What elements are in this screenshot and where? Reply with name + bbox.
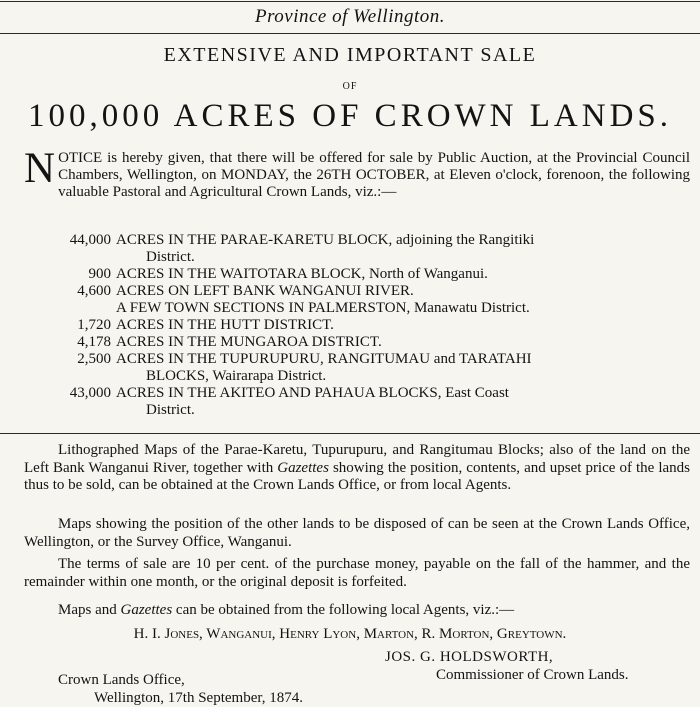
agents-intro-gazettes: Gazettes	[120, 602, 173, 618]
top-rule	[0, 1, 700, 2]
land-item	[0, 266, 700, 283]
land-continuation: District.	[146, 249, 195, 265]
land-acres: 43,000	[69, 385, 111, 401]
land-text: ACRES IN THE AKITEO AND PAHAUA BLOCKS, East Coast	[116, 385, 509, 401]
land-item	[0, 317, 700, 334]
land-text: ACRES IN THE TUPURUPURU, RANGITUMAU and TARATAHI	[116, 351, 532, 367]
land-item	[0, 232, 700, 266]
land-acres: 4,178	[77, 334, 111, 350]
maps-text-b: showing the position, contents, and upset price of the lands thus to be sold, can be obtained at the Crown Lands Office, or from local Agents.	[24, 459, 690, 493]
maps-paragraph	[24, 442, 690, 495]
terms-paragraph	[24, 556, 690, 591]
land-text: ACRES IN THE HUTT DISTRICT.	[116, 317, 334, 333]
land-continuation: District.	[146, 402, 195, 418]
other-maps-paragraph	[24, 516, 690, 551]
land-item	[0, 351, 700, 385]
land-text: ACRES ON LEFT BANK WANGANUI RIVER.	[116, 283, 414, 299]
land-text: A FEW TOWN SECTIONS IN PALMERSTON, Manawatu District.	[116, 300, 530, 316]
other-maps-text: Maps showing the position of the other lands to be disposed of can be seen at the Crown Lands Office, Wellington, or the Survey Office, Wanganui.	[24, 516, 690, 550]
notice-text: OTICE is hereby given, that there will be offered for sale by Public Auction, at the Provincial Council Chambers, Wellington, on MONDAY, the 26TH OCTOBER, at Eleven o'clock, forenoon, the following valuable Pastoral and Agricultural Crown Lands, viz.:—	[58, 150, 690, 200]
land-item	[0, 300, 700, 317]
maps-text-a: Lithographed Maps of the Parae-Karetu, Tupurupuru, and Rangitumau Blocks; also of the land on the Left Bank Wanganui River, together with	[24, 442, 690, 476]
signer-name: JOS. G. HOLDSWORTH,	[385, 649, 554, 665]
land-text: ACRES IN THE WAITOTARA BLOCK, North of Wanganui.	[116, 266, 488, 282]
land-text: ACRES IN THE PARAE-KARETU BLOCK, adjoining the Rangitiki	[116, 232, 535, 248]
land-acres: 2,500	[77, 351, 111, 367]
headline-acres: 100,000 ACRES OF CROWN LANDS.	[27, 98, 673, 134]
province-heading: Province of Wellington.	[254, 6, 446, 27]
headline-sale: EXTENSIVE AND IMPORTANT SALE	[163, 44, 537, 66]
land-item	[0, 283, 700, 300]
maps-gazettes: Gazettes	[277, 459, 329, 476]
lands-list	[0, 232, 700, 419]
headline-of: OF	[342, 81, 358, 92]
office-line: Crown Lands Office,	[58, 672, 185, 688]
agents-intro-a: Maps and	[58, 602, 121, 618]
agents-line: H. I. Jones, Wanganui, Henry Lyon, Marton, R. Morton, Greytown.	[133, 626, 567, 642]
agents-intro	[24, 602, 690, 620]
land-item	[0, 334, 700, 351]
land-item	[0, 385, 700, 419]
notice-paragraph	[24, 145, 690, 201]
land-continuation: BLOCKS, Wairarapa District.	[146, 368, 327, 384]
land-acres: 900	[88, 266, 111, 282]
notice-dropcap: N	[24, 145, 56, 192]
land-acres: 44,000	[69, 232, 111, 248]
land-acres: 1,720	[77, 317, 111, 333]
agents-intro-b: can be obtained from the following local Agents, viz.:—	[172, 602, 515, 618]
land-acres: 4,600	[77, 283, 111, 299]
land-text: ACRES IN THE MUNGAROA DISTRICT.	[116, 334, 382, 350]
date-line: Wellington, 17th September, 1874.	[94, 690, 303, 706]
section-rule	[0, 433, 700, 434]
signer-title: Commissioner of Crown Lands.	[436, 667, 629, 683]
terms-text: The terms of sale are 10 per cent. of the purchase money, payable on the fall of the hammer, and the remainder within one month, or the original deposit is forfeited.	[24, 556, 690, 590]
province-rule	[0, 33, 700, 34]
